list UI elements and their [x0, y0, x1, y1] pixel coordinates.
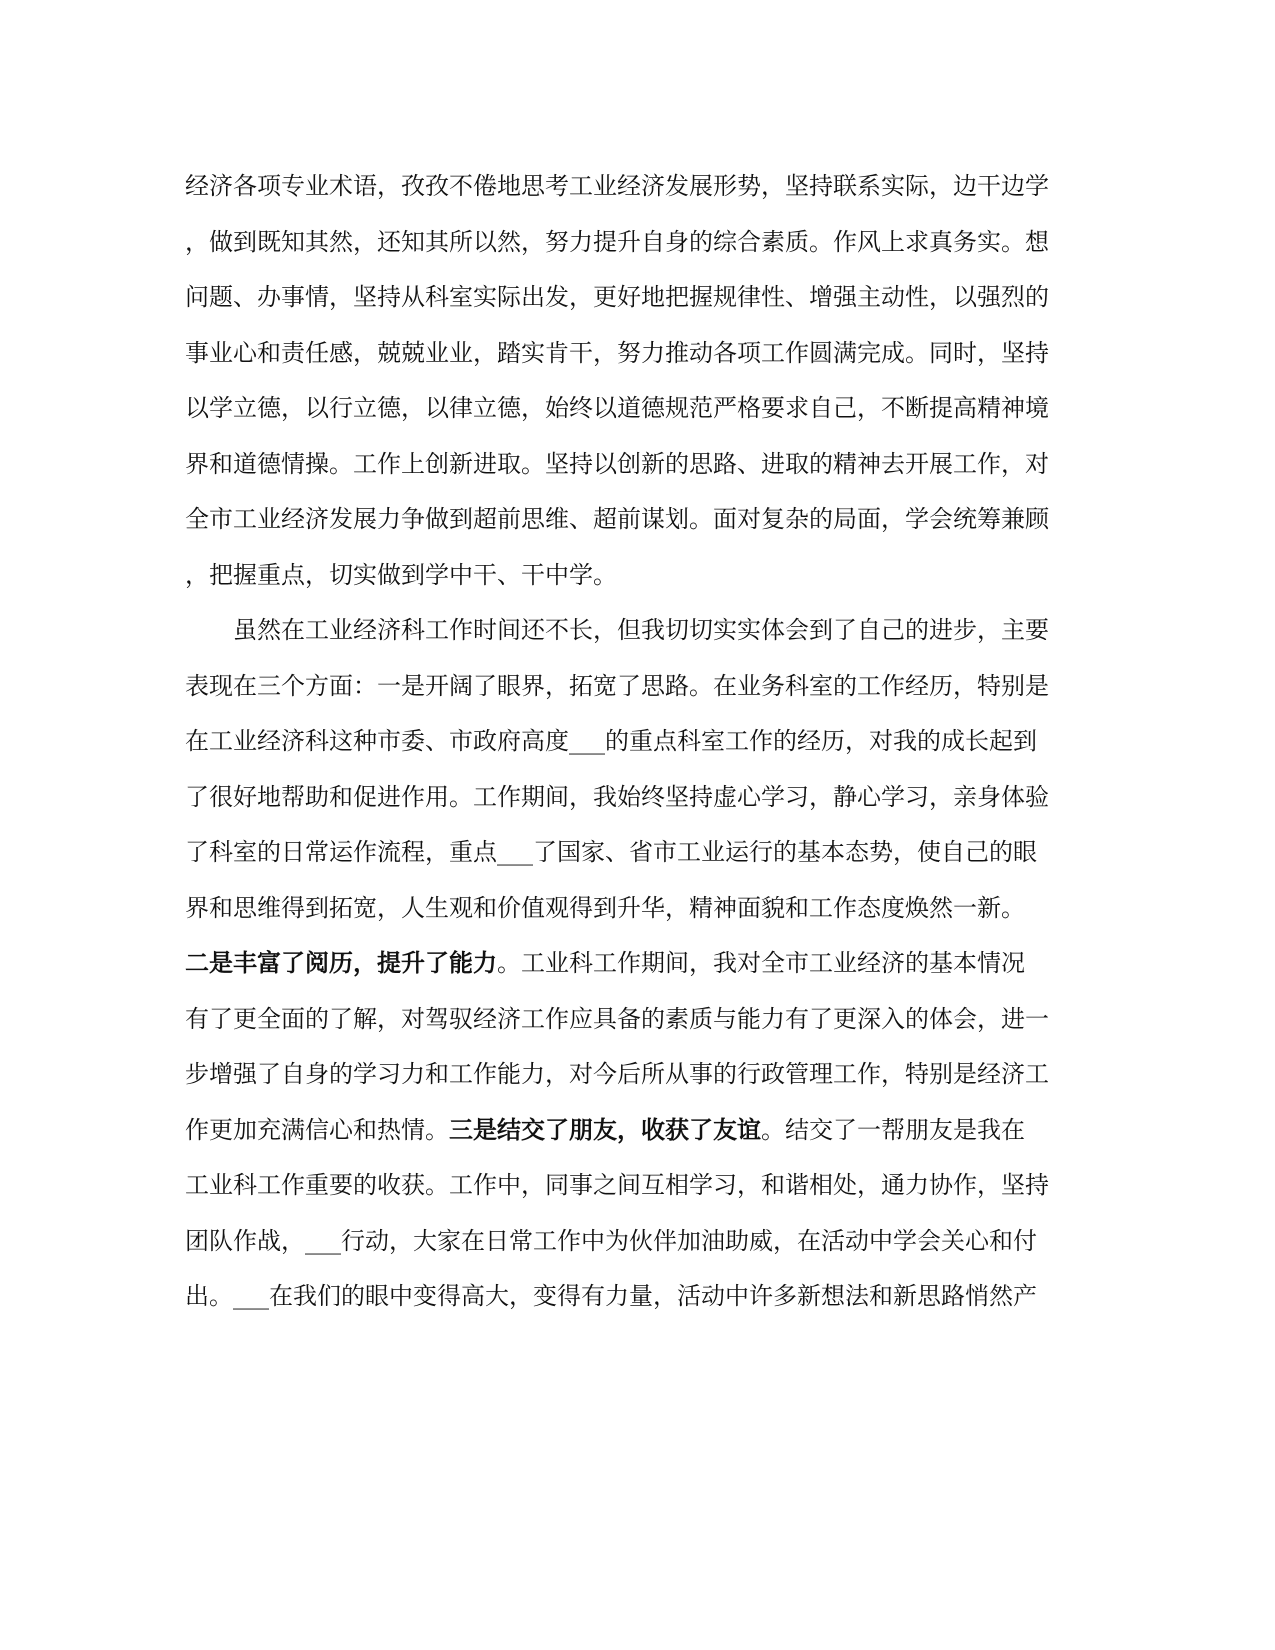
text-line: ，把握重点，切实做到学中干、干中学。: [185, 560, 617, 589]
text-line: 问题、办事情，坚持从科室实际出发，更好地把握规律性、增强主动性，以强烈的: [185, 283, 1049, 311]
text-line: 界和思维得到拓宽，人生观和价值观得到升华，精神面貌和工作态度焕然一新。: [185, 893, 1025, 922]
text-line: 以学立德，以行立德，以律立德，始终以道德规范严格要求自己，不断提高精神境: [185, 394, 1049, 422]
text-line: 在工业经济科这种市委、市政府高度___的重点科室工作的经历，对我的成长起到: [185, 727, 1037, 755]
text-segment: 作更加充满信心和热情。: [185, 1115, 449, 1144]
text-line: 了很好地帮助和促进作用。工作期间，我始终坚持虚心学习，静心学习，亲身体验: [185, 782, 1049, 811]
text-line: 步增强了自身的学习力和工作能力，对今后所从事的行政管理工作，特别是经济工: [185, 1060, 1049, 1088]
paragraph-first-line: 虽然在工业经济科工作时间还不长，但我切切实实体会到了自己的进步，主要: [233, 616, 1049, 644]
text-line: 了科室的日常运作流程，重点___了国家、省市工业运行的基本态势，使自己的眼: [185, 838, 1037, 866]
bold-heading-two: 二是丰富了阅历，提升了能力: [185, 948, 497, 977]
text-line: 事业心和责任感，兢兢业业，踏实肯干，努力推动各项工作圆满完成。同时，坚持: [185, 338, 1049, 367]
text-line: [185, 1107, 1085, 1163]
text-line: ，做到既知其然，还知其所以然，努力提升自身的综合素质。作风上求真务实。想: [185, 227, 1049, 256]
text-line: 出。___在我们的眼中变得高大，变得有力量，活动中许多新想法和新思路悄然产: [185, 1282, 1037, 1310]
text-line: [185, 940, 1085, 996]
bold-heading-three: 三是结交了朋友，收获了友谊: [449, 1114, 761, 1144]
text-line: 团队作战，___行动，大家在日常工作中为伙伴加油助威，在活动中学会关心和付: [185, 1226, 1037, 1255]
body-text: [185, 163, 1085, 1329]
text-line: 全市工业经济发展力争做到超前思维、超前谋划。面对复杂的局面，学会统筹兼顾: [185, 505, 1049, 533]
text-line: 界和道德情操。工作上创新进取。坚持以创新的思路、进取的精神去开展工作，对: [185, 449, 1049, 478]
text-line: 经济各项专业术语，孜孜不倦地思考工业经济发展形势，坚持联系实际，边干边学: [185, 172, 1049, 200]
text-line: 有了更全面的了解，对驾驭经济工作应具备的素质与能力有了更深入的体会，进一: [185, 1004, 1049, 1033]
text-line: 表现在三个方面：一是开阔了眼界，拓宽了思路。在业务科室的工作经历，特别是: [185, 671, 1049, 700]
text-segment: 。结交了一帮朋友是我在: [761, 1115, 1025, 1144]
text-line: 工业科工作重要的收获。工作中，同事之间互相学习，和谐相处，通力协作，坚持: [185, 1171, 1049, 1199]
text-segment: 。工业科工作期间，我对全市工业经济的基本情况: [497, 949, 1025, 977]
